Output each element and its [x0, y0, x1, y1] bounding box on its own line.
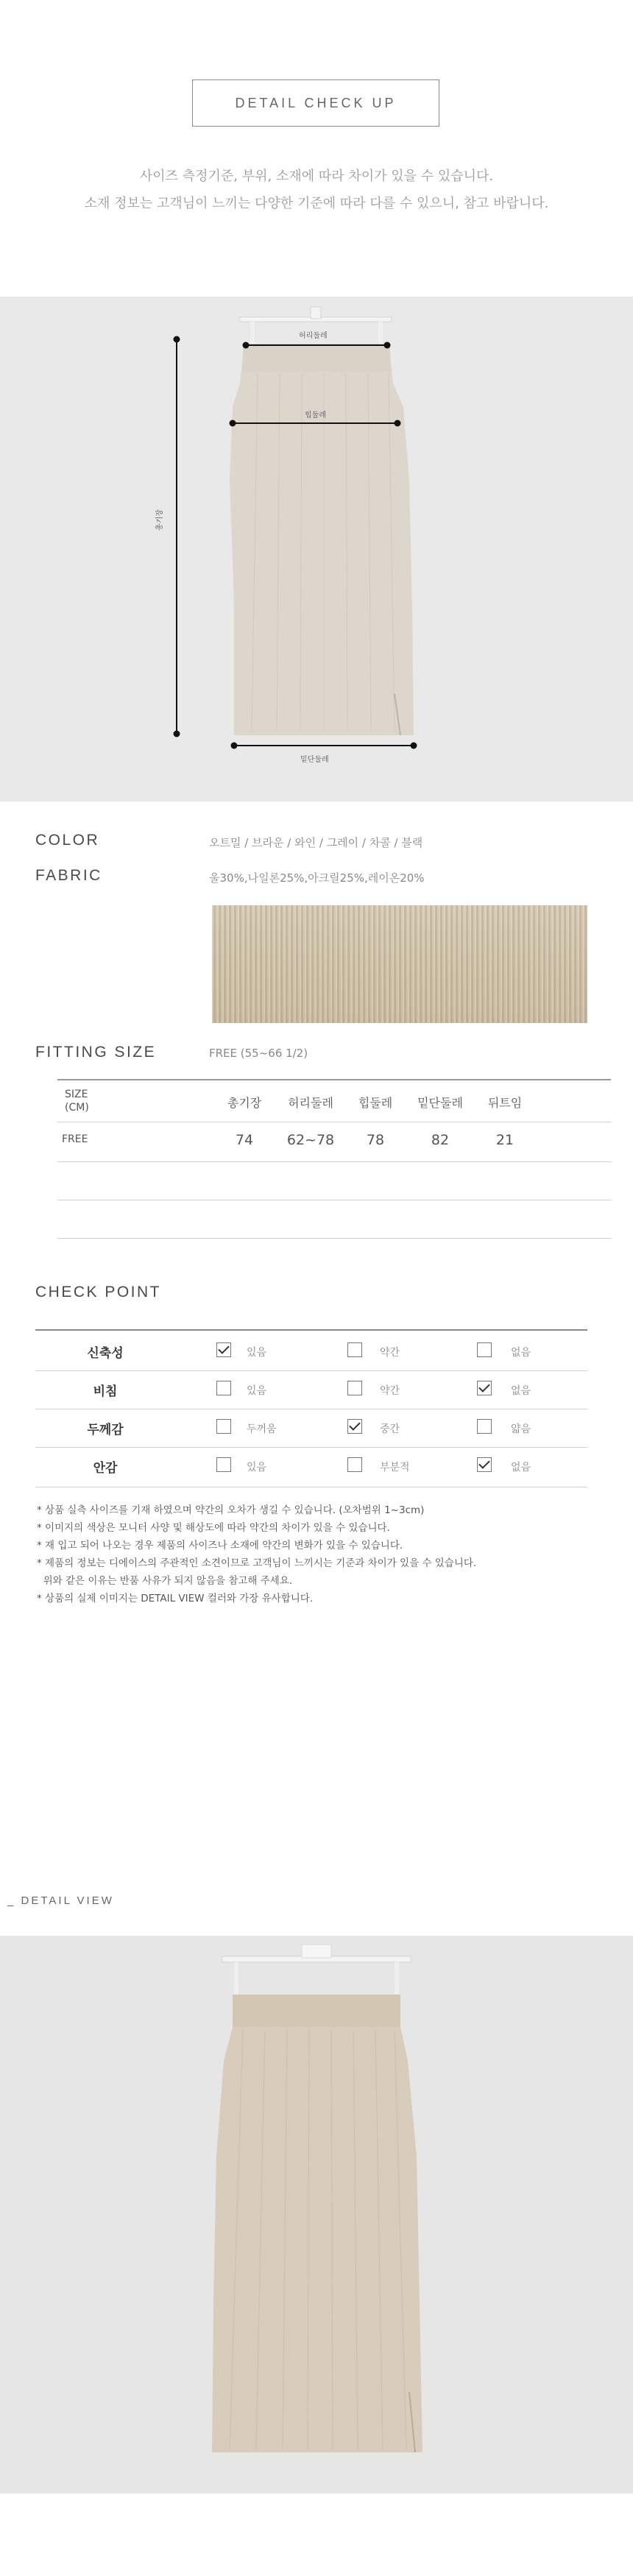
fitting-cell-slit: 21	[495, 1132, 514, 1148]
check-option: 없음	[511, 1347, 531, 1359]
checkbox[interactable]	[347, 1342, 362, 1357]
fitting-header-length: 총기장	[227, 1096, 262, 1110]
skirt-measurement-illustration	[0, 297, 633, 802]
checkbox[interactable]	[216, 1381, 231, 1395]
check-key: 비침	[93, 1384, 118, 1399]
checkbox-checked[interactable]	[477, 1381, 492, 1395]
fitting-row-rule-1	[57, 1161, 611, 1162]
fitting-header-size: SIZE (CM)	[65, 1089, 89, 1114]
notice-line-1: 사이즈 측정기준, 부위, 소재에 따라 차이가 있을 수 있습니다.	[139, 169, 494, 184]
fitting-row-rule-3	[57, 1238, 611, 1239]
checkbox-checked[interactable]	[477, 1457, 492, 1472]
fitting-header-row	[57, 1085, 611, 1120]
checkbox-checked[interactable]	[216, 1342, 231, 1357]
fabric-swatch	[212, 905, 587, 1023]
note-line: * 재 입고 되어 나오는 경우 제품의 사이즈나 소재에 약간의 변화가 있을 수 있습니다.	[37, 1540, 403, 1551]
check-point-label: CHECK POINT	[35, 1284, 162, 1301]
fitting-size-label: FITTING SIZE	[35, 1044, 157, 1061]
note-line: * 상품 실측 사이즈를 기재 하였으며 약간의 오차가 생길 수 있습니다. (오차범위 1~3cm)	[37, 1504, 425, 1516]
check-option: 두꺼움	[247, 1423, 277, 1435]
fitting-cell-size: FREE	[62, 1133, 88, 1145]
notice-line-2: 소재 정보는 고객님이 느끼는 다양한 기준에 따라 다를 수 있으니, 참고 바랍니다.	[84, 196, 549, 211]
check-key: 신축성	[87, 1346, 124, 1361]
fitting-header-hem: 밑단둘레	[417, 1096, 463, 1110]
note-line: 위와 같은 이유는 반품 사유가 되지 않음을 참고해 주세요.	[37, 1575, 293, 1587]
waist-label: 허리둘레	[299, 332, 328, 340]
measurement-photo	[0, 297, 633, 802]
checkbox[interactable]	[347, 1457, 362, 1472]
color-label: COLOR	[35, 832, 100, 849]
fitting-cell-length: 74	[235, 1132, 254, 1148]
fitting-cell-hem: 82	[431, 1132, 450, 1148]
fitting-cell-hip: 78	[366, 1132, 385, 1148]
check-option: 없음	[511, 1385, 531, 1397]
checkbox[interactable]	[477, 1342, 492, 1357]
checkbox[interactable]	[216, 1419, 231, 1434]
detail-view-photo	[0, 1936, 633, 2494]
check-option: 중간	[380, 1423, 400, 1435]
check-option: 있음	[247, 1347, 267, 1359]
checkbox[interactable]	[477, 1419, 492, 1434]
check-option: 얇음	[511, 1423, 531, 1435]
check-option: 약간	[380, 1385, 400, 1397]
check-row-lining	[35, 1447, 587, 1485]
fabric-value: 울30%,나일론25%,아크릴25%,레이온20%	[209, 871, 425, 885]
check-option: 부분적	[380, 1462, 410, 1473]
hip-label: 힙둘레	[305, 411, 326, 420]
skirt-waistband	[243, 344, 390, 372]
fitting-cell-waist: 62~78	[286, 1132, 335, 1148]
check-row-thickness	[35, 1409, 587, 1447]
length-label: 총기장	[156, 509, 164, 531]
checkbox[interactable]	[216, 1457, 231, 1472]
check-option: 없음	[511, 1462, 531, 1473]
hanger-tag	[302, 1945, 331, 1958]
checkbox[interactable]	[347, 1381, 362, 1395]
skirt-body	[212, 2027, 422, 2452]
fabric-label: FABRIC	[35, 867, 102, 884]
detail-check-up-title: DETAIL CHECK UP	[192, 79, 439, 127]
hanger-hook	[311, 307, 321, 319]
check-option: 있음	[247, 1462, 267, 1473]
fitting-free-note: FREE (55~66 1/2)	[209, 1047, 308, 1060]
note-line: * 제품의 정보는 디에이스의 주관적인 소견이므로 고객님이 느끼시는 기준과 차이가 있을 수 있습니다.	[37, 1557, 477, 1569]
checkbox-checked[interactable]	[347, 1419, 362, 1434]
check-top-rule	[35, 1329, 587, 1331]
note-line: * 상품의 실제 이미지는 DETAIL VIEW 컬러와 가장 유사합니다.	[37, 1593, 314, 1604]
detail-view-label: _ DETAIL VIEW	[7, 1894, 114, 1907]
check-row-sheerness	[35, 1370, 587, 1409]
fitting-top-rule	[57, 1079, 611, 1080]
hem-label: 밑단둘레	[300, 756, 329, 764]
fitting-row-free	[57, 1128, 611, 1158]
skirt-detail-illustration	[0, 1936, 633, 2494]
check-key: 두께감	[87, 1423, 124, 1437]
check-key: 안감	[93, 1461, 118, 1476]
check-option: 약간	[380, 1347, 400, 1359]
check-row-stretch	[35, 1332, 587, 1370]
check-option: 있음	[247, 1385, 267, 1397]
fitting-header-slit: 뒤트임	[487, 1096, 523, 1110]
skirt-waistband	[233, 1995, 400, 2028]
note-line: * 이미지의 색상은 모니터 사양 및 해상도에 따라 약간의 차이가 있을 수 있습니다.	[37, 1522, 390, 1534]
fitting-header-waist: 허리둘레	[288, 1096, 333, 1110]
fitting-header-hip: 힙둘레	[358, 1096, 393, 1110]
color-value: 오트밀 / 브라운 / 와인 / 그레이 / 차콜 / 블랙	[209, 836, 423, 849]
